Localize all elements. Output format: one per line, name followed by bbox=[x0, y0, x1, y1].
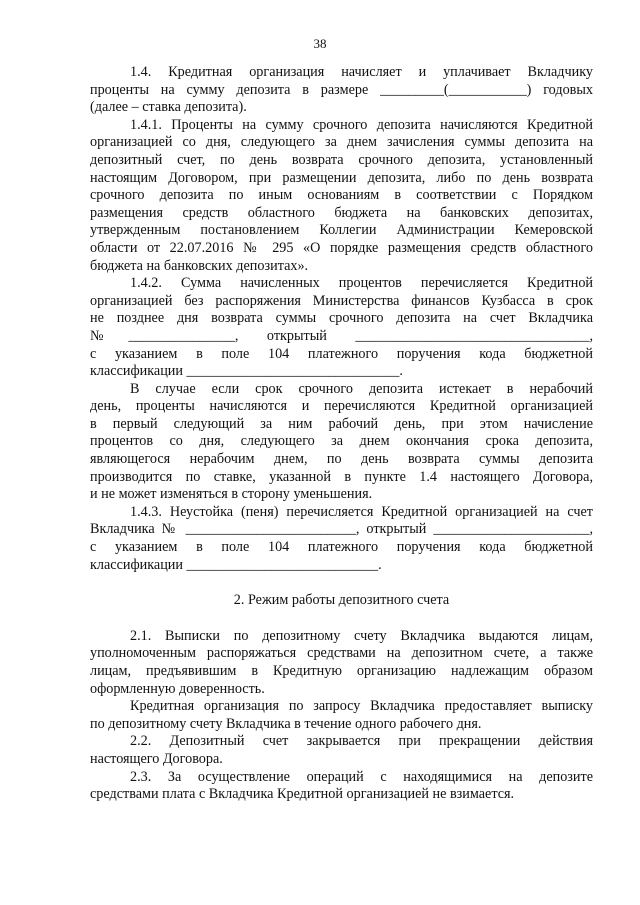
text-line: оформленную доверенность. bbox=[90, 680, 265, 697]
paragraph-2-2 bbox=[90, 733, 593, 768]
paragraph-1-4-1 bbox=[90, 117, 593, 275]
text-line: размещения средств областного бюджета на банковских депозитах, bbox=[90, 204, 593, 221]
text-line: 2.1. Выписки по депозитному счету Вкладчика выдаются лицам, bbox=[130, 627, 593, 644]
text-line: организацией без распоряжения Министерства финансов Кузбасса в срок bbox=[90, 292, 593, 309]
paragraph-1-4-2 bbox=[90, 275, 593, 381]
text-line: депозитный счет, по день возврата срочного депозита, установленный bbox=[90, 151, 593, 168]
section-heading: 2. Режим работы депозитного счета bbox=[233, 592, 450, 609]
text-line: Вкладчика № ________________________, открытый ______________________, bbox=[90, 521, 593, 538]
text-line: являющегося нерабочим днем, по день возврата суммы депозита bbox=[90, 451, 593, 468]
text-line: №_______________, открытый _________________________________, bbox=[90, 327, 593, 344]
paragraph-2-1 bbox=[90, 628, 593, 698]
text-line: не позднее дня возврата суммы срочного депозита на счет Вкладчика bbox=[90, 310, 593, 327]
text-line: классификации ______________________________. bbox=[90, 363, 403, 380]
text-line: производится по ставке, указанной в пункте 1.4 настоящего Договора, bbox=[90, 468, 593, 485]
text-line: в первый следующий за ним рабочий день, при этом начисление bbox=[90, 415, 593, 432]
text-line: процентов со дня, следующего за днем окончания срока депозита, bbox=[90, 433, 593, 450]
text-line: срочного депозита по иным основаниям в соответствии с Порядком bbox=[90, 187, 593, 204]
text-line: (далее – ставка депозита). bbox=[90, 99, 247, 116]
text-line: средствами плата с Вкладчика Кредитной организацией не взимается. bbox=[90, 786, 515, 803]
text-line: 2.2. Депозитный счет закрывается при прекращении действия bbox=[130, 733, 593, 750]
text-line: 2.3. За осуществление операций с находящимися на депозите bbox=[130, 768, 593, 785]
text-line: настоящим Договором, при размещении депозита, либо по день возврата bbox=[90, 169, 593, 186]
paragraph-1-4 bbox=[90, 64, 593, 117]
text-line: 1.4.3. Неустойка (пеня) перечисляется Кредитной организацией на счет bbox=[130, 503, 593, 520]
text-line: организацией со дня, следующего за днем зачисления суммы депозита на bbox=[90, 134, 593, 151]
text-line: Кредитная организация по запросу Вкладчика предоставляет выписку bbox=[130, 698, 593, 715]
text-line: бюджета на банковских депозитах». bbox=[90, 257, 309, 274]
text-line: настоящего Договора. bbox=[90, 750, 223, 767]
text-line: 1.4. Кредитная организация начисляет и уплачивает Вкладчику bbox=[130, 64, 593, 80]
paragraph-1-4-2-b bbox=[90, 381, 593, 504]
text-line: уполномоченным распоряжаться средствами на депозитном счете, а также bbox=[90, 645, 593, 662]
paragraph-2-3 bbox=[90, 769, 593, 804]
paragraph-2-1-b bbox=[90, 698, 593, 733]
paragraph-1-4-3 bbox=[90, 504, 593, 574]
document-body bbox=[90, 64, 593, 804]
text-line: и не может изменяться в сторону уменьшения. bbox=[90, 486, 373, 503]
text-line: 1.4.2. Сумма начисленных процентов перечисляется Кредитной bbox=[130, 275, 593, 292]
text-line: с указанием в поле 104 платежного поручения кода бюджетной bbox=[90, 345, 593, 362]
text-line: день, проценты начисляются и перечисляются Кредитной организацией bbox=[90, 398, 593, 415]
text-line: В случае если срок срочного депозита истекает в нерабочий bbox=[130, 380, 593, 397]
text-line: лицам, предъявившим в Кредитную организацию надлежащим образом bbox=[90, 663, 593, 679]
text-line: проценты на сумму депозита в размере _________(___________) годовых bbox=[90, 81, 593, 98]
text-line: по депозитному счету Вкладчика в течение одного рабочего дня. bbox=[90, 715, 482, 732]
page-number: 38 bbox=[313, 36, 327, 51]
text-line: области от 22.07.2016 № 295 «О порядке размещения средств областного bbox=[90, 239, 593, 256]
text-line: утвержденным постановлением Коллегии Администрации Кемеровской bbox=[90, 222, 593, 239]
text-line: 1.4.1. Проценты на сумму срочного депозита начисляются Кредитной bbox=[130, 116, 593, 133]
text-line: классификации ___________________________. bbox=[90, 556, 382, 573]
text-line: с указанием в поле 104 платежного поручения кода бюджетной bbox=[90, 539, 593, 556]
